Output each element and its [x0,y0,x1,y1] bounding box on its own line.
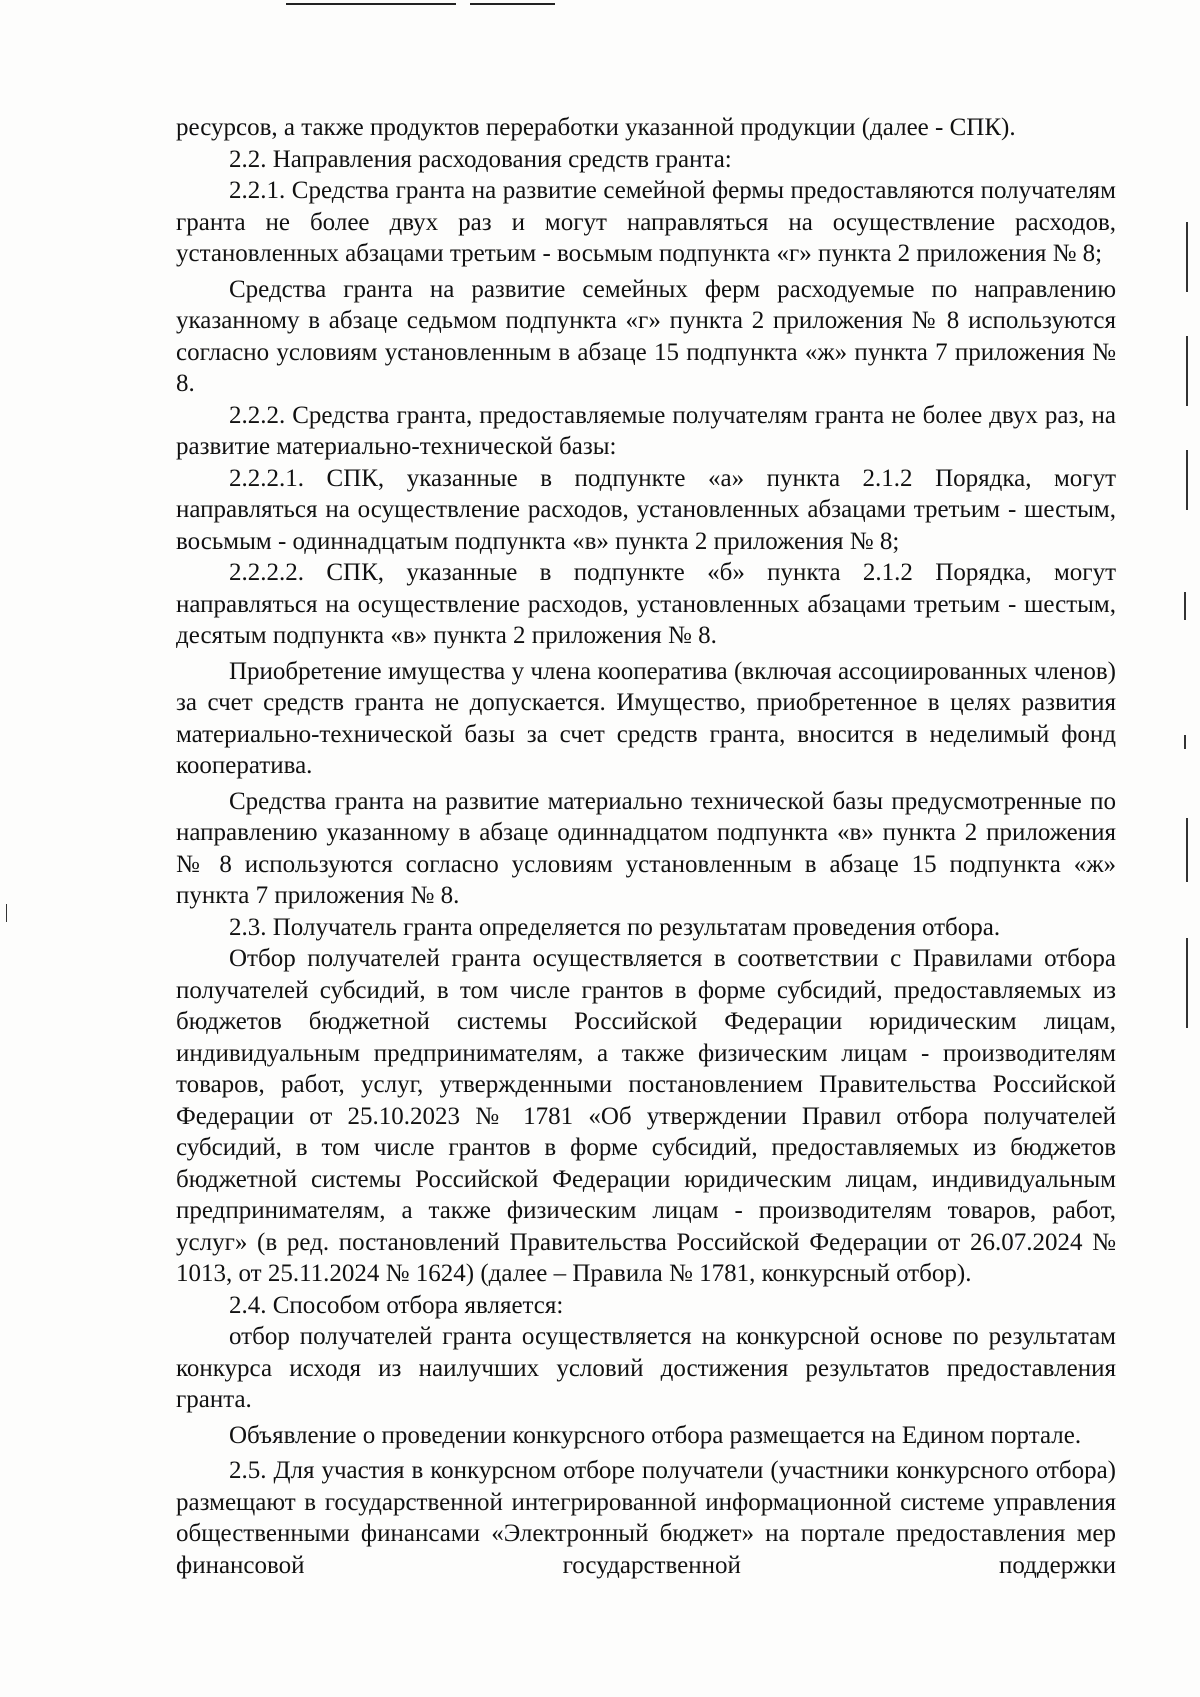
scan-edge-mark [1186,450,1188,510]
scan-edge-mark [1184,735,1186,749]
scan-edge-mark [6,904,7,922]
scan-edge-mark [1186,336,1188,406]
scan-edge-mark [1184,592,1186,620]
paragraph: Отбор получателей гранта осуществляется в соответствии с Правилами отбора получателей субсидий, в том числе грантов в форме субсидий, предоставляемых из бюджетов бюджетной системы Российской Федерации юридическим лицам, индивидуальным предпринимателям, а также физическим лицам - производителям товаров, работ, услуг, утвержденными постановлением Правительства Российской Федерации от 25.10.2023 № 1781 «Об утверждении Правил отбора получателей субсидий, в том числе грантов в форме субсидий, предоставляемых из бюджетов бюджетной системы Российской Федерации юридическим лицам, индивидуальным предпринимателям, а также физическим лицам - производителям товаров, работ, услуг» (в ред. постановлений Правительства Российской Федерации от 26.07.2024 № 1013, от 25.11.2024 № 1624) (далее – Правила № 1781, конкурсный отбор). [176,945,1116,1287]
paragraph: отбор получателей гранта осуществляется на конкурсной основе по результатам конкурса исходя из наилучших условий достижения результатов предоставления гранта. [176,1323,1116,1413]
scan-edge-mark [1186,938,1188,1028]
paragraph: 2.2.2.2. СПК, указанные в подпункте «б» пункта 2.1.2 Порядка, могут направляться на осуществление расходов, установленных абзацами третьим - шестым, десятым подпункта «в» пункта 2 приложения № 8. [176,559,1116,649]
paragraph: 2.2.2. Средства гранта, предоставляемые получателям гранта не более двух раз, на развитие материально-технической базы: [176,401,1116,460]
scan-edge-mark [1186,818,1188,882]
paragraph: Средства гранта на развитие семейных ферм расходуемые по направлению указанному в абзаце седьмом подпункта «г» пункта 2 приложения № 8 используются согласно условиям установленным в абзаце 15 подпункта «ж» пункта 7 приложения № 8. [176,275,1116,397]
document-body [176,112,1116,1581]
section-heading: 2.4. Способом отбора является: [229,1291,564,1319]
section-heading: 2.2. Направления расходования средств гранта: [229,145,732,173]
top-edge-rule [286,3,456,5]
paragraph: 2.2.2.1. СПК, указанные в подпункте «а» пункта 2.1.2 Порядка, могут направляться на осуществление расходов, установленных абзацами третьим - шестым, восьмым - одиннадцатым подпункта «в» пункта 2 приложения № 8; [176,464,1116,555]
top-edge-rule [470,3,555,5]
paragraph: 2.5. Для участия в конкурсном отборе получатели (участники конкурсного отбора) размещают в государственной интегрированной информационной системе управления общественными финансами «Электронный бюджет» на портале предоставления мер финансовой государственной поддержки [176,1457,1116,1579]
scan-edge-mark [1186,222,1188,292]
paragraph: Средства гранта на развитие материально технической базы предусмотренные по направлению указанному в абзаце одиннадцатом подпункта «в» пункта 2 приложения № 8 используются согласно условиям установленным в абзаце 15 подпункта «ж» пункта 7 приложения № 8. [176,787,1116,909]
paragraph: ресурсов, а также продуктов переработки указанной продукции (далее - СПК). [176,114,1016,141]
paragraph: Объявление о проведении конкурсного отбора размещается на Едином портале. [229,1421,1082,1449]
paragraph: Приобретение имущества у члена кооператива (включая ассоциированных членов) за счет средств гранта не допускается. Имущество, приобретенное в целях развития материально-технической базы за счет средств гранта, вносится в неделимый фонд кооператива. [176,657,1116,779]
section-heading: 2.3. Получатель гранта определяется по результатам проведения отбора. [229,913,1001,941]
paragraph: 2.2.1. Средства гранта на развитие семейной фермы предоставляются получателям гранта не более двух раз и могут направляться на осуществление расходов, установленных абзацами третьим - восьмым подпункта «г» пункта 2 приложения № 8; [176,177,1116,267]
